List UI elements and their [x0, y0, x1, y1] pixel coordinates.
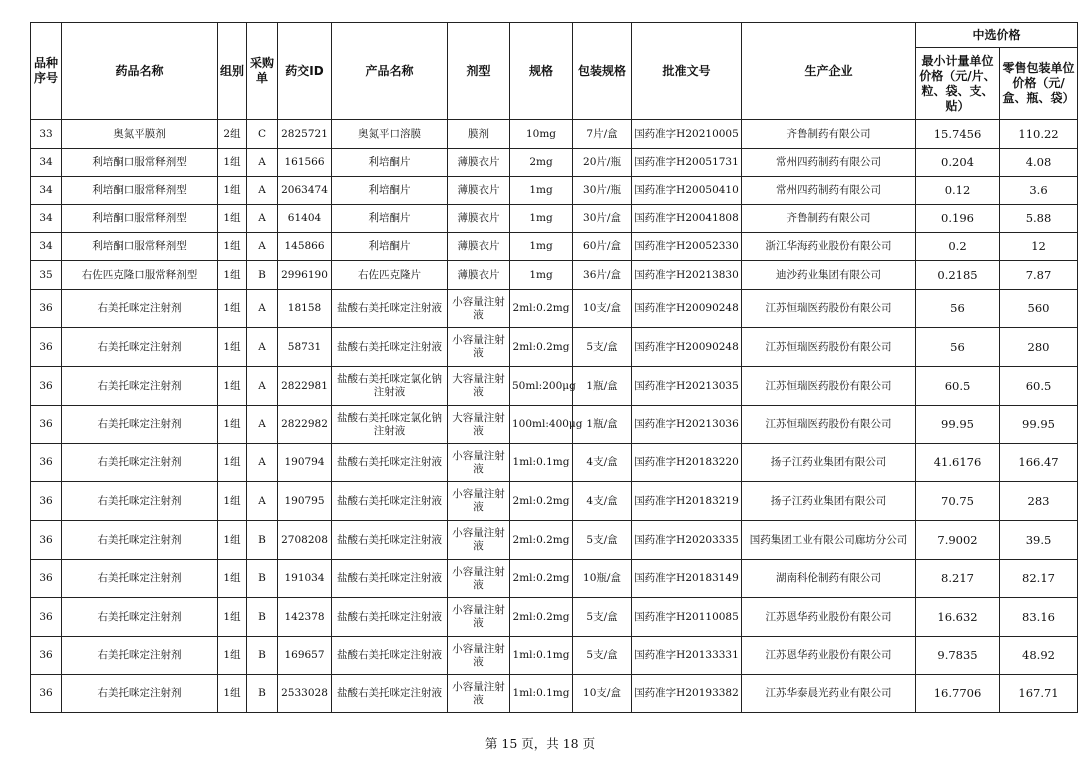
cell-package-spec: 36片/盒	[573, 261, 632, 290]
cell-product-name: 盐酸右美托咪定注射液	[332, 521, 448, 560]
cell-spec: 2ml:0.2mg	[510, 328, 573, 367]
cell-retail-pack-price: 5.88	[1000, 205, 1078, 233]
cell-package-spec: 30片/盒	[573, 205, 632, 233]
cell-spec: 10mg	[510, 120, 573, 149]
cell-seq: 35	[31, 261, 62, 290]
table-row	[31, 482, 1078, 521]
cell-product-name: 盐酸右美托咪定注射液	[332, 444, 448, 482]
cell-group: 1组	[218, 328, 247, 367]
cell-product-name: 盐酸右美托咪定氯化钠注射液	[332, 367, 448, 406]
cell-product-name: 利培酮片	[332, 177, 448, 205]
cell-spec: 1mg	[510, 177, 573, 205]
cell-package-spec: 7片/盒	[573, 120, 632, 149]
header-seq: 品种序号	[31, 23, 62, 120]
cell-retail-pack-price: 12	[1000, 233, 1078, 261]
price-table-sheet	[30, 22, 1075, 713]
cell-seq: 36	[31, 482, 62, 521]
cell-approval-no: 国药准字H20110085	[632, 598, 742, 637]
cell-yaojiao-id: 58731	[278, 328, 332, 367]
cell-drug-name: 右美托咪定注射剂	[62, 406, 218, 444]
cell-seq: 34	[31, 149, 62, 177]
cell-product-name: 奥氮平口溶膜	[332, 120, 448, 149]
cell-seq: 36	[31, 521, 62, 560]
table-row	[31, 675, 1078, 713]
cell-dosage-form: 薄膜衣片	[448, 233, 510, 261]
cell-approval-no: 国药准字H20090248	[632, 290, 742, 328]
cell-manufacturer: 湖南科伦制药有限公司	[742, 560, 916, 598]
cell-drug-name: 右美托咪定注射剂	[62, 482, 218, 521]
cell-dosage-form: 薄膜衣片	[448, 149, 510, 177]
cell-approval-no: 国药准字H20052330	[632, 233, 742, 261]
cell-product-name: 盐酸右美托咪定氯化钠注射液	[332, 406, 448, 444]
cell-spec: 100ml:400μg	[510, 406, 573, 444]
table-row	[31, 290, 1078, 328]
cell-drug-name: 利培酮口服常释剂型	[62, 205, 218, 233]
cell-yaojiao-id: 2822982	[278, 406, 332, 444]
cell-yaojiao-id: 2533028	[278, 675, 332, 713]
cell-purchase-list: A	[247, 482, 278, 521]
cell-purchase-list: A	[247, 177, 278, 205]
cell-retail-pack-price: 39.5	[1000, 521, 1078, 560]
cell-package-spec: 1瓶/盒	[573, 367, 632, 406]
cell-seq: 36	[31, 367, 62, 406]
cell-spec: 1ml:0.1mg	[510, 675, 573, 713]
cell-approval-no: 国药准字H20041808	[632, 205, 742, 233]
cell-product-name: 盐酸右美托咪定注射液	[332, 598, 448, 637]
cell-seq: 34	[31, 205, 62, 233]
cell-package-spec: 30片/瓶	[573, 177, 632, 205]
cell-min-unit-price: 0.2	[916, 233, 1000, 261]
cell-min-unit-price: 41.6176	[916, 444, 1000, 482]
cell-product-name: 盐酸右美托咪定注射液	[332, 328, 448, 367]
cell-retail-pack-price: 167.71	[1000, 675, 1078, 713]
cell-retail-pack-price: 3.6	[1000, 177, 1078, 205]
header-group: 组别	[218, 23, 247, 120]
cell-drug-name: 利培酮口服常释剂型	[62, 177, 218, 205]
cell-approval-no: 国药准字H20051731	[632, 149, 742, 177]
table-row	[31, 637, 1078, 675]
table-row	[31, 367, 1078, 406]
cell-purchase-list: B	[247, 598, 278, 637]
cell-dosage-form: 大容量注射液	[448, 367, 510, 406]
cell-purchase-list: B	[247, 261, 278, 290]
cell-manufacturer: 江苏华泰晨光药业有限公司	[742, 675, 916, 713]
cell-purchase-list: A	[247, 406, 278, 444]
cell-group: 1组	[218, 177, 247, 205]
cell-purchase-list: A	[247, 205, 278, 233]
table-row	[31, 560, 1078, 598]
cell-spec: 50ml:200μg	[510, 367, 573, 406]
cell-drug-name: 右美托咪定注射剂	[62, 598, 218, 637]
cell-yaojiao-id: 191034	[278, 560, 332, 598]
cell-approval-no: 国药准字H20183149	[632, 560, 742, 598]
cell-group: 1组	[218, 149, 247, 177]
cell-approval-no: 国药准字H20183220	[632, 444, 742, 482]
cell-retail-pack-price: 99.95	[1000, 406, 1078, 444]
cell-min-unit-price: 7.9002	[916, 521, 1000, 560]
cell-product-name: 利培酮片	[332, 205, 448, 233]
header-product-name: 产品名称	[332, 23, 448, 120]
cell-product-name: 盐酸右美托咪定注射液	[332, 637, 448, 675]
cell-purchase-list: B	[247, 675, 278, 713]
cell-group: 1组	[218, 290, 247, 328]
cell-retail-pack-price: 283	[1000, 482, 1078, 521]
cell-group: 1组	[218, 560, 247, 598]
table-row	[31, 233, 1078, 261]
table-row	[31, 521, 1078, 560]
cell-approval-no: 国药准字H20050410	[632, 177, 742, 205]
cell-yaojiao-id: 2996190	[278, 261, 332, 290]
cell-spec: 1mg	[510, 233, 573, 261]
cell-group: 1组	[218, 444, 247, 482]
cell-drug-name: 右美托咪定注射剂	[62, 675, 218, 713]
cell-drug-name: 右美托咪定注射剂	[62, 521, 218, 560]
table-header	[31, 23, 1078, 120]
cell-retail-pack-price: 4.08	[1000, 149, 1078, 177]
cell-approval-no: 国药准字H20203335	[632, 521, 742, 560]
cell-spec: 2ml:0.2mg	[510, 560, 573, 598]
header-approval-no: 批准文号	[632, 23, 742, 120]
cell-manufacturer: 江苏恒瑞医药股份有限公司	[742, 290, 916, 328]
cell-manufacturer: 江苏恒瑞医药股份有限公司	[742, 406, 916, 444]
cell-min-unit-price: 70.75	[916, 482, 1000, 521]
cell-dosage-form: 小容量注射液	[448, 482, 510, 521]
cell-purchase-list: A	[247, 367, 278, 406]
header-manufacturer: 生产企业	[742, 23, 916, 120]
cell-spec: 2ml:0.2mg	[510, 598, 573, 637]
cell-retail-pack-price: 7.87	[1000, 261, 1078, 290]
cell-yaojiao-id: 169657	[278, 637, 332, 675]
cell-dosage-form: 小容量注射液	[448, 290, 510, 328]
cell-purchase-list: A	[247, 328, 278, 367]
cell-approval-no: 国药准字H20133331	[632, 637, 742, 675]
cell-drug-name: 右佐匹克隆口服常释剂型	[62, 261, 218, 290]
cell-min-unit-price: 16.632	[916, 598, 1000, 637]
cell-drug-name: 右美托咪定注射剂	[62, 560, 218, 598]
cell-manufacturer: 齐鲁制药有限公司	[742, 205, 916, 233]
cell-drug-name: 利培酮口服常释剂型	[62, 149, 218, 177]
cell-drug-name: 奥氮平膜剂	[62, 120, 218, 149]
cell-dosage-form: 小容量注射液	[448, 560, 510, 598]
cell-manufacturer: 齐鲁制药有限公司	[742, 120, 916, 149]
cell-group: 1组	[218, 637, 247, 675]
table-row	[31, 444, 1078, 482]
cell-product-name: 盐酸右美托咪定注射液	[332, 560, 448, 598]
cell-package-spec: 5支/盒	[573, 637, 632, 675]
cell-yaojiao-id: 161566	[278, 149, 332, 177]
cell-package-spec: 5支/盒	[573, 328, 632, 367]
cell-dosage-form: 小容量注射液	[448, 598, 510, 637]
cell-yaojiao-id: 61404	[278, 205, 332, 233]
cell-drug-name: 右美托咪定注射剂	[62, 637, 218, 675]
cell-dosage-form: 膜剂	[448, 120, 510, 149]
cell-spec: 1mg	[510, 261, 573, 290]
cell-dosage-form: 小容量注射液	[448, 521, 510, 560]
cell-dosage-form: 小容量注射液	[448, 637, 510, 675]
cell-yaojiao-id: 2825721	[278, 120, 332, 149]
cell-min-unit-price: 0.196	[916, 205, 1000, 233]
cell-yaojiao-id: 2063474	[278, 177, 332, 205]
cell-group: 1组	[218, 261, 247, 290]
cell-seq: 36	[31, 675, 62, 713]
cell-dosage-form: 大容量注射液	[448, 406, 510, 444]
cell-approval-no: 国药准字H20090248	[632, 328, 742, 367]
cell-seq: 34	[31, 233, 62, 261]
cell-retail-pack-price: 560	[1000, 290, 1078, 328]
cell-group: 1组	[218, 205, 247, 233]
cell-dosage-form: 薄膜衣片	[448, 205, 510, 233]
cell-drug-name: 右美托咪定注射剂	[62, 367, 218, 406]
cell-package-spec: 4支/盒	[573, 482, 632, 521]
cell-package-spec: 10瓶/盒	[573, 560, 632, 598]
cell-yaojiao-id: 18158	[278, 290, 332, 328]
page-footer: 第 15 页，共 18 页	[484, 736, 596, 751]
cell-yaojiao-id: 2708208	[278, 521, 332, 560]
cell-min-unit-price: 0.2185	[916, 261, 1000, 290]
cell-purchase-list: B	[247, 521, 278, 560]
header-yaojiao-id: 药交ID	[278, 23, 332, 120]
cell-min-unit-price: 56	[916, 328, 1000, 367]
cell-dosage-form: 薄膜衣片	[448, 177, 510, 205]
cell-dosage-form: 小容量注射液	[448, 328, 510, 367]
cell-purchase-list: A	[247, 149, 278, 177]
cell-min-unit-price: 16.7706	[916, 675, 1000, 713]
cell-drug-name: 利培酮口服常释剂型	[62, 233, 218, 261]
table-body	[31, 120, 1078, 713]
header-selected-price: 中选价格	[916, 23, 1078, 48]
cell-seq: 36	[31, 444, 62, 482]
cell-dosage-form: 小容量注射液	[448, 444, 510, 482]
cell-group: 1组	[218, 233, 247, 261]
cell-package-spec: 10支/盒	[573, 675, 632, 713]
cell-group: 1组	[218, 482, 247, 521]
cell-product-name: 右佐匹克隆片	[332, 261, 448, 290]
cell-spec: 1ml:0.1mg	[510, 637, 573, 675]
header-spec: 规格	[510, 23, 573, 120]
cell-min-unit-price: 0.12	[916, 177, 1000, 205]
header-purchase-list: 采购单	[247, 23, 278, 120]
cell-product-name: 盐酸右美托咪定注射液	[332, 290, 448, 328]
cell-manufacturer: 江苏恩华药业股份有限公司	[742, 637, 916, 675]
cell-spec: 1ml:0.1mg	[510, 444, 573, 482]
table-row	[31, 598, 1078, 637]
cell-manufacturer: 江苏恒瑞医药股份有限公司	[742, 367, 916, 406]
cell-manufacturer: 扬子江药业集团有限公司	[742, 482, 916, 521]
table-row	[31, 328, 1078, 367]
cell-seq: 34	[31, 177, 62, 205]
cell-package-spec: 10支/盒	[573, 290, 632, 328]
cell-yaojiao-id: 190794	[278, 444, 332, 482]
cell-retail-pack-price: 48.92	[1000, 637, 1078, 675]
cell-approval-no: 国药准字H20213035	[632, 367, 742, 406]
cell-yaojiao-id: 142378	[278, 598, 332, 637]
cell-purchase-list: A	[247, 290, 278, 328]
cell-seq: 36	[31, 290, 62, 328]
cell-manufacturer: 常州四药制药有限公司	[742, 177, 916, 205]
cell-seq: 36	[31, 560, 62, 598]
cell-manufacturer: 江苏恒瑞医药股份有限公司	[742, 328, 916, 367]
cell-dosage-form: 薄膜衣片	[448, 261, 510, 290]
cell-retail-pack-price: 60.5	[1000, 367, 1078, 406]
cell-package-spec: 5支/盒	[573, 521, 632, 560]
cell-yaojiao-id: 2822981	[278, 367, 332, 406]
cell-seq: 36	[31, 406, 62, 444]
cell-product-name: 盐酸右美托咪定注射液	[332, 675, 448, 713]
cell-product-name: 利培酮片	[332, 233, 448, 261]
cell-group: 2组	[218, 120, 247, 149]
cell-group: 1组	[218, 406, 247, 444]
cell-drug-name: 右美托咪定注射剂	[62, 290, 218, 328]
cell-product-name: 利培酮片	[332, 149, 448, 177]
cell-retail-pack-price: 83.16	[1000, 598, 1078, 637]
cell-approval-no: 国药准字H20210005	[632, 120, 742, 149]
cell-purchase-list: A	[247, 444, 278, 482]
cell-seq: 36	[31, 328, 62, 367]
cell-purchase-list: C	[247, 120, 278, 149]
cell-spec: 2mg	[510, 149, 573, 177]
cell-approval-no: 国药准字H20183219	[632, 482, 742, 521]
cell-dosage-form: 小容量注射液	[448, 675, 510, 713]
cell-manufacturer: 迪沙药业集团有限公司	[742, 261, 916, 290]
cell-approval-no: 国药准字H20213830	[632, 261, 742, 290]
cell-package-spec: 20片/瓶	[573, 149, 632, 177]
cell-yaojiao-id: 190795	[278, 482, 332, 521]
cell-group: 1组	[218, 521, 247, 560]
cell-group: 1组	[218, 598, 247, 637]
cell-min-unit-price: 60.5	[916, 367, 1000, 406]
cell-retail-pack-price: 166.47	[1000, 444, 1078, 482]
header-package-spec: 包装规格	[573, 23, 632, 120]
cell-manufacturer: 浙江华海药业股份有限公司	[742, 233, 916, 261]
cell-seq: 36	[31, 598, 62, 637]
cell-spec: 2ml:0.2mg	[510, 290, 573, 328]
cell-manufacturer: 国药集团工业有限公司廊坊分公司	[742, 521, 916, 560]
cell-manufacturer: 扬子江药业集团有限公司	[742, 444, 916, 482]
cell-package-spec: 60片/盒	[573, 233, 632, 261]
table-row	[31, 406, 1078, 444]
cell-approval-no: 国药准字H20213036	[632, 406, 742, 444]
table-row	[31, 261, 1078, 290]
cell-spec: 2ml:0.2mg	[510, 521, 573, 560]
cell-min-unit-price: 0.204	[916, 149, 1000, 177]
cell-package-spec: 1瓶/盒	[573, 406, 632, 444]
cell-manufacturer: 常州四药制药有限公司	[742, 149, 916, 177]
header-dosage-form: 剂型	[448, 23, 510, 120]
table-row	[31, 120, 1078, 149]
cell-drug-name: 右美托咪定注射剂	[62, 328, 218, 367]
cell-seq: 36	[31, 637, 62, 675]
cell-approval-no: 国药准字H20193382	[632, 675, 742, 713]
cell-min-unit-price: 9.7835	[916, 637, 1000, 675]
header-drug-name: 药品名称	[62, 23, 218, 120]
cell-retail-pack-price: 280	[1000, 328, 1078, 367]
cell-purchase-list: A	[247, 233, 278, 261]
cell-min-unit-price: 15.7456	[916, 120, 1000, 149]
cell-package-spec: 5支/盒	[573, 598, 632, 637]
cell-retail-pack-price: 110.22	[1000, 120, 1078, 149]
cell-manufacturer: 江苏恩华药业股份有限公司	[742, 598, 916, 637]
cell-drug-name: 右美托咪定注射剂	[62, 444, 218, 482]
cell-min-unit-price: 99.95	[916, 406, 1000, 444]
table-row	[31, 205, 1078, 233]
table-row	[31, 149, 1078, 177]
selected-price-table	[30, 22, 1078, 713]
cell-min-unit-price: 56	[916, 290, 1000, 328]
cell-spec: 2ml:0.2mg	[510, 482, 573, 521]
cell-seq: 33	[31, 120, 62, 149]
cell-spec: 1mg	[510, 205, 573, 233]
cell-group: 1组	[218, 675, 247, 713]
cell-min-unit-price: 8.217	[916, 560, 1000, 598]
cell-product-name: 盐酸右美托咪定注射液	[332, 482, 448, 521]
cell-purchase-list: B	[247, 637, 278, 675]
header-min-unit-price: 最小计量单位价格（元/片、粒、袋、支、贴）	[916, 48, 1000, 120]
cell-package-spec: 4支/盒	[573, 444, 632, 482]
cell-retail-pack-price: 82.17	[1000, 560, 1078, 598]
table-row	[31, 177, 1078, 205]
cell-purchase-list: B	[247, 560, 278, 598]
cell-yaojiao-id: 145866	[278, 233, 332, 261]
header-retail-pack-price: 零售包装单位价格（元/盒、瓶、袋）	[1000, 48, 1078, 120]
cell-group: 1组	[218, 367, 247, 406]
